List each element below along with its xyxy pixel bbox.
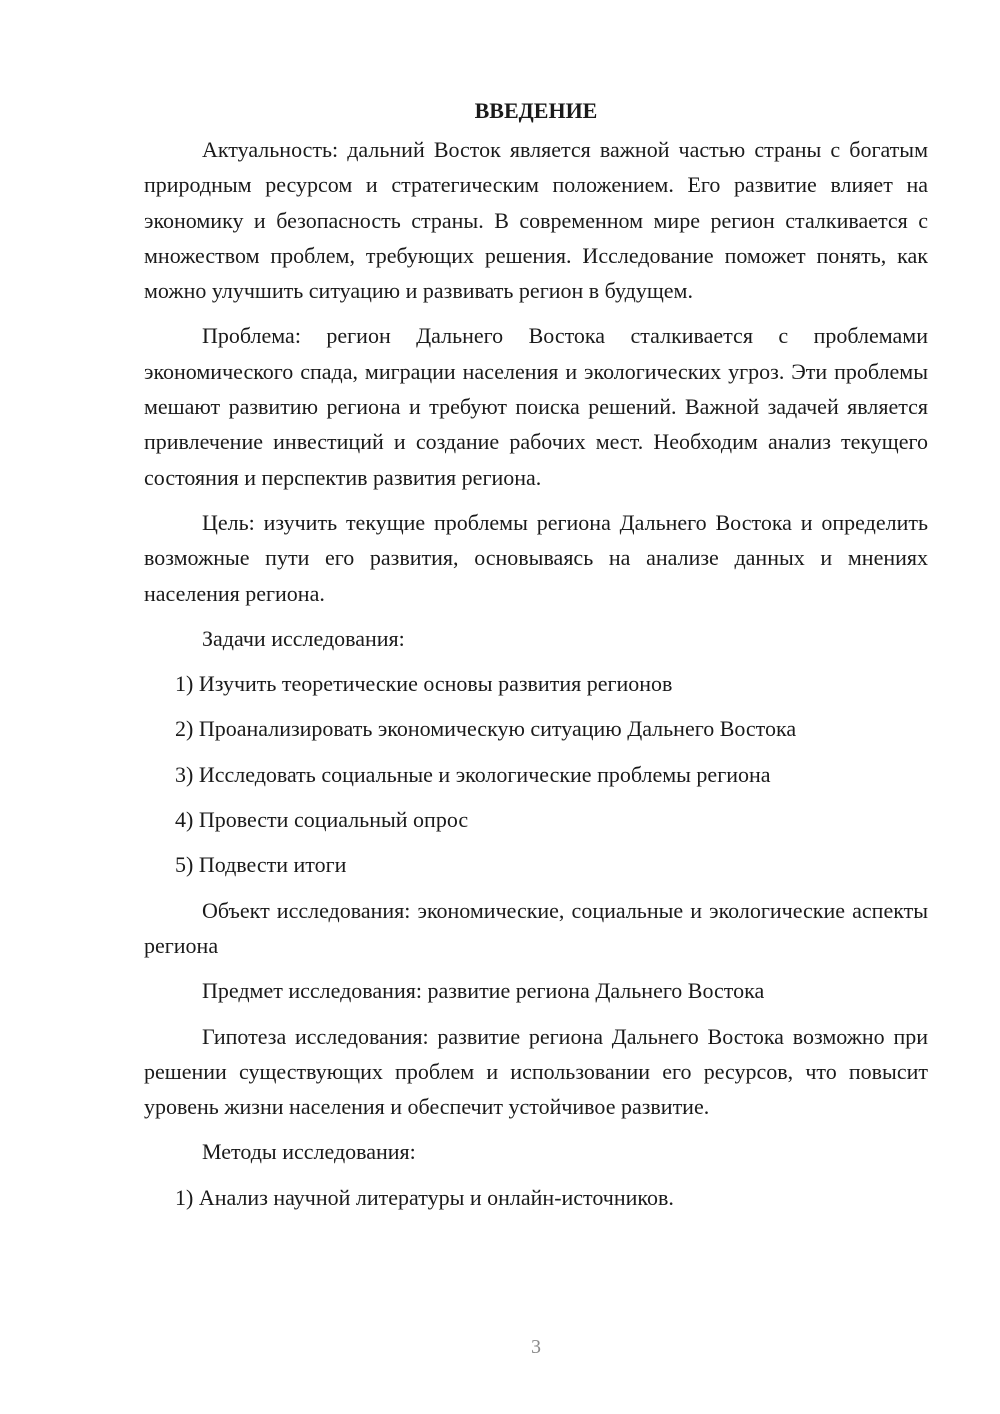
tasks-list <box>144 666 928 882</box>
methods-list <box>144 1180 928 1215</box>
paragraph-subject: Предмет исследования: развитие региона Дальнего Востока <box>202 978 765 1004</box>
tasks-heading: Задачи исследования: <box>202 625 405 651</box>
list-item: 2) Проанализировать экономическую ситуацию Дальнего Востока <box>175 716 797 742</box>
list-item: 3) Исследовать социальные и экологические проблемы региона <box>175 761 771 787</box>
paragraph-goal: Цель: изучить текущие проблемы региона Дальнего Востока и определить возможные пути его развития, основываясь на анализе данных и мнениях населения региона. <box>144 509 928 606</box>
methods-heading: Методы исследования: <box>202 1139 416 1165</box>
paragraph-relevance: Актуальность: дальний Восток является важной частью страны с богатым природным ресурсом и стратегическим положением. Его развитие влияет на экономику и безопасность страны. В современном мире регион сталкивается с множеством проблем, требующих решения. Исследование поможет понять, как можно улучшить ситуацию и развивать регион в будущем. <box>144 137 928 304</box>
list-item: 4) Провести социальный опрос <box>175 807 469 833</box>
page-content <box>144 96 928 1225</box>
paragraph-object: Объект исследования: экономические, социальные и экологические аспекты региона <box>144 897 928 958</box>
page-number: 3 <box>531 1336 541 1358</box>
list-item: 1) Анализ научной литературы и онлайн-источников. <box>175 1184 674 1210</box>
list-item: 5) Подвести итоги <box>175 852 347 878</box>
list-item: 1) Изучить теоретические основы развития регионов <box>175 671 673 697</box>
paragraph-problem: Проблема: регион Дальнего Востока сталкивается с проблемами экономического спада, миграции населения и экологических угроз. Эти проблемы мешают развитию региона и требуют поиска решений. Важной задачей является привлечение инвестиций и создание рабочих мест. Необходим анализ текущего состояния и перспектив развития региона. <box>144 323 928 490</box>
page-title: ВВЕДЕНИЕ <box>474 98 598 123</box>
paragraph-hypothesis: Гипотеза исследования: развитие региона Дальнего Востока возможно при решении существующих проблем и использовании его ресурсов, что повысит уровень жизни населения и обеспечит устойчивое развитие. <box>144 1023 928 1120</box>
